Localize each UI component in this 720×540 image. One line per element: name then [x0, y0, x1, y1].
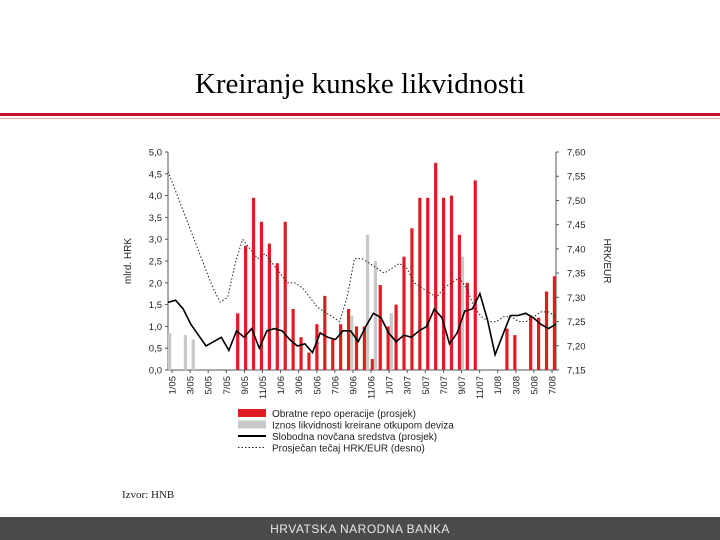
- repo-bar: [402, 257, 405, 370]
- source-note: Izvor: HNB: [122, 489, 175, 501]
- repo-bar: [394, 305, 397, 370]
- y-tick-label: 4,5: [148, 169, 162, 181]
- y2-tick-label: 7,50: [567, 195, 586, 207]
- repo-bar: [315, 324, 318, 370]
- repo-bar: [505, 329, 508, 370]
- x-tick-label: 9/07: [457, 376, 469, 395]
- y-tick-label: 4,0: [148, 191, 162, 203]
- repo-bar: [379, 285, 382, 370]
- legend-swatch-repo: [238, 409, 266, 417]
- repo-bar: [458, 235, 461, 370]
- y2-axis-label: HRK/EUR: [601, 238, 612, 284]
- x-tick-label: 1/05: [167, 376, 179, 395]
- y-tick-label: 0,0: [148, 365, 162, 377]
- repo-bar: [252, 198, 255, 370]
- slide-title: Kreiranje kunske likvidnosti: [194, 68, 526, 100]
- x-tick-label: 1/08: [493, 376, 505, 395]
- repo-bar: [474, 180, 477, 370]
- x-tick-label: 1/06: [276, 376, 288, 395]
- repo-bar: [418, 198, 421, 370]
- y2-tick-label: 7,55: [567, 171, 586, 183]
- repo-bar: [410, 228, 413, 370]
- x-tick-label: 9/05: [239, 376, 251, 395]
- x-tick-label: 11/07: [475, 376, 487, 400]
- repo-bar: [355, 326, 358, 370]
- x-tick-label: 1/07: [384, 376, 396, 395]
- y-tick-label: 1,0: [148, 321, 162, 333]
- x-tick-label: 5/08: [529, 376, 541, 395]
- repo-bar: [529, 316, 532, 371]
- x-tick-label: 11/06: [366, 376, 378, 400]
- fx-bar: [192, 339, 195, 370]
- repo-bar: [244, 246, 247, 370]
- x-tick-label: 3/06: [294, 376, 306, 395]
- fx-bar: [168, 333, 171, 370]
- y2-tick-label: 7,15: [567, 365, 586, 377]
- x-tick-label: 5/05: [203, 376, 215, 395]
- x-tick-label: 3/07: [402, 376, 414, 395]
- fx-bar: [184, 335, 187, 370]
- y-axis-label: mlrd. HRK: [123, 237, 134, 285]
- repo-bar: [545, 292, 548, 370]
- x-tick-label: 7/06: [330, 376, 342, 395]
- y-tick-label: 0,5: [148, 343, 162, 355]
- legend-label: Slobodna novčana sredstva (prosjek): [272, 432, 438, 443]
- fx-bar: [350, 316, 353, 371]
- repo-bar: [553, 276, 556, 370]
- repo-bar: [434, 163, 437, 370]
- repo-bar: [299, 337, 302, 370]
- x-tick-label: 5/07: [420, 376, 432, 395]
- repo-bar: [323, 296, 326, 370]
- repo-bar: [268, 244, 271, 370]
- legend-label: Obratne repo operacije (prosjek): [272, 409, 416, 420]
- repo-bar: [371, 359, 374, 370]
- legend-swatch-fx: [238, 421, 266, 429]
- y-tick-label: 3,5: [148, 212, 162, 224]
- fx-bar: [390, 313, 393, 370]
- y2-tick-label: 7,35: [567, 268, 586, 280]
- legend-label: Iznos likvidnosti kreirane otkupom deviza: [272, 420, 454, 432]
- y-tick-label: 3,0: [148, 234, 162, 246]
- x-tick-label: 11/05: [257, 376, 269, 400]
- x-tick-label: 7/08: [547, 376, 559, 395]
- y2-tick-label: 7,25: [567, 317, 586, 329]
- y2-tick-label: 7,45: [567, 220, 586, 232]
- x-tick-label: 3/08: [511, 376, 523, 395]
- y2-tick-label: 7,20: [567, 341, 586, 353]
- y-tick-label: 2,0: [148, 278, 162, 290]
- footer-bar: [0, 517, 720, 540]
- repo-bar: [426, 198, 429, 370]
- fx-bar: [366, 235, 369, 370]
- x-tick-label: 7/05: [221, 376, 233, 395]
- repo-bar: [331, 339, 334, 370]
- exchange-rate-line: [168, 171, 556, 321]
- y2-tick-label: 7,30: [567, 292, 586, 304]
- x-tick-label: 3/05: [185, 376, 197, 395]
- footer-text: HRVATSKA NARODNA BANKA: [270, 522, 450, 536]
- x-tick-label: 7/07: [438, 376, 450, 395]
- repo-bar: [307, 353, 310, 370]
- repo-bar: [276, 263, 279, 370]
- repo-bar: [292, 309, 295, 370]
- repo-bar: [284, 222, 287, 370]
- y2-tick-label: 7,60: [567, 147, 586, 159]
- repo-bar: [347, 309, 350, 370]
- repo-bar: [537, 318, 540, 370]
- free-funds-line: [168, 294, 556, 355]
- y2-tick-label: 7,40: [567, 244, 586, 256]
- x-tick-label: 9/06: [348, 376, 360, 395]
- repo-bar: [466, 283, 469, 370]
- legend-label: Prosječan tečaj HRK/EUR (desno): [272, 443, 425, 455]
- y-tick-label: 2,5: [148, 256, 162, 268]
- y-tick-label: 1,5: [148, 300, 162, 312]
- x-tick-label: 5/06: [312, 376, 324, 395]
- y-tick-label: 5,0: [148, 147, 162, 159]
- repo-bar: [513, 335, 516, 370]
- repo-bar: [442, 198, 445, 370]
- repo-bar: [236, 313, 239, 370]
